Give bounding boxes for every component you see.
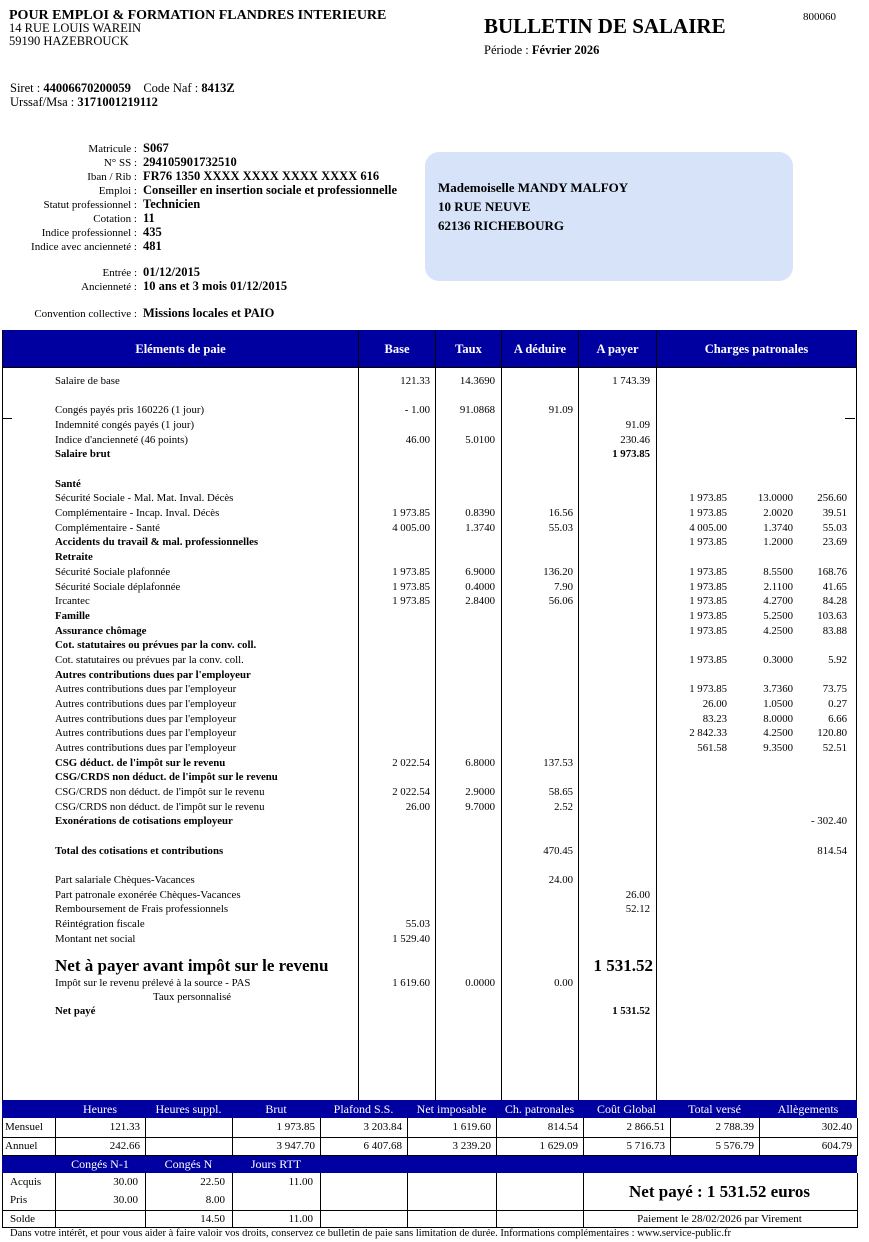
pay-line-ct: 3.7360 — [763, 683, 793, 695]
pay-line-deduire: 7.90 — [554, 581, 573, 593]
pay-line-deduire: 470.45 — [543, 845, 573, 857]
pay-line-taux: 91.0868 — [459, 404, 495, 416]
pay-line-ct: 5.2500 — [763, 610, 793, 622]
pay-line-base: 4 005.00 — [392, 522, 430, 534]
totals-header: Net imposable — [416, 1101, 487, 1116]
identity-value: 481 — [143, 239, 162, 253]
identity-label: Cotation : — [93, 213, 137, 225]
table-border-left — [2, 330, 3, 1100]
pay-line-cm: 52.51 — [822, 742, 847, 754]
pay-line-cb: 4 005.00 — [689, 522, 727, 534]
pay-line-cb: 1 973.85 — [689, 625, 727, 637]
totals-cell: 6 407.68 — [363, 1140, 402, 1152]
pay-line-cb: 1 973.85 — [689, 581, 727, 593]
identity-value: 11 — [143, 211, 155, 225]
identity-label: Emploi : — [98, 185, 137, 197]
pay-line-deduire: 16.56 — [548, 507, 573, 519]
recipient-address — [425, 152, 793, 281]
employer-address1: 14 RUE LOUIS WAREIN — [9, 21, 142, 35]
net-avant-impot-label: Net à payer avant impôt sur le revenu — [55, 956, 329, 975]
document-reference: 800060 — [803, 11, 836, 23]
pay-line-cm: 6.66 — [828, 713, 847, 725]
pas-label: Impôt sur le revenu prélevé à la source - PAS — [55, 977, 251, 989]
siret-label: Siret : — [10, 81, 41, 95]
pay-line-base: 46.00 — [405, 434, 430, 446]
pay-line-label: Congés payés pris 160226 (1 jour) — [55, 404, 205, 416]
pay-line-base: 1 973.85 — [392, 595, 430, 607]
pay-line-cb: 561.58 — [697, 742, 727, 754]
pay-line-payer: 91.09 — [625, 419, 650, 431]
pay-line-cb: 1 973.85 — [689, 610, 727, 622]
totals-header: Plafond S.S. — [333, 1101, 394, 1116]
grid-line — [407, 1173, 408, 1228]
totals-cell: 121.33 — [109, 1121, 140, 1133]
identity-label: Entrée : — [102, 267, 137, 279]
identity-label: Convention collective : — [34, 308, 137, 320]
pay-line-label: Exonérations de cotisations employeur — [55, 815, 233, 827]
pay-line-cm: 120.80 — [817, 727, 847, 739]
pay-line-taux: 0.4000 — [465, 581, 495, 593]
pay-line-cm: 168.76 — [817, 566, 847, 578]
table-border-right — [856, 330, 857, 1100]
conges-cell: 8.00 — [205, 1194, 225, 1206]
pay-line-ct: 9.3500 — [763, 742, 793, 754]
header-bottom-line — [2, 367, 857, 368]
identity-label: Indice avec ancienneté : — [31, 241, 137, 253]
naf-value: 8413Z — [201, 81, 235, 95]
pay-line-taux: 1.3740 — [465, 522, 495, 534]
pay-line-label: Cot. statutaires ou prévues par la conv. coll. — [55, 654, 244, 666]
totals-cell: 302.40 — [821, 1121, 852, 1133]
pay-line-payer: 52.12 — [625, 903, 650, 915]
pay-line-cb: 83.23 — [702, 713, 727, 725]
col-header-charges-patronales: Charges patronales — [704, 341, 809, 356]
pas-taux: 0.0000 — [465, 977, 495, 989]
pay-line-base: 26.00 — [405, 801, 430, 813]
pay-line-deduire: 136.20 — [543, 566, 573, 578]
pay-line-label: Ircantec — [55, 595, 90, 607]
recipient-city: 62136 RICHEBOURG — [438, 218, 565, 233]
conges-cell: 11.00 — [288, 1176, 313, 1188]
pay-line-base: 55.03 — [405, 918, 430, 930]
pay-line-label: Réintégration fiscale — [55, 918, 145, 930]
identity-value: 10 ans et 3 mois 01/12/2015 — [143, 279, 288, 293]
pay-line-cb: 1 973.85 — [689, 683, 727, 695]
conges-cell: 22.50 — [200, 1176, 225, 1188]
col-header-base: Base — [384, 341, 410, 356]
identity-label: Indice professionnel : — [41, 227, 137, 239]
pay-line-base: 1 529.40 — [392, 933, 430, 945]
pay-line-cm: 83.88 — [822, 625, 847, 637]
pay-line-taux: 0.8390 — [465, 507, 495, 519]
totals-row-label: Annuel — [5, 1140, 38, 1152]
pay-line-taux: 5.0100 — [465, 434, 495, 446]
pay-line-label: Indemnité congés payés (1 jour) — [55, 419, 195, 431]
totals-cell: 1 973.85 — [276, 1121, 315, 1133]
pay-line-taux: 2.8400 — [465, 595, 495, 607]
grid-line — [496, 1173, 497, 1228]
pay-line-label: Autres contributions dues par l'employeur — [55, 669, 251, 681]
net-paye-value: 1 531.52 — [612, 1005, 650, 1017]
totals-header: Coût Global — [597, 1101, 656, 1116]
periode-label: Période : — [484, 43, 529, 57]
page-title: BULLETIN DE SALAIRE — [484, 14, 726, 38]
siret-value: 44006670200059 — [43, 81, 131, 95]
totals-cell: 5 576.79 — [715, 1140, 754, 1152]
footer-note: Dans votre intérêt, et pour vous aider à faire valoir vos droits, conservez ce bulletin de paie sans limitation de durée. Informations complémentaires : www.service-public.fr — [10, 1228, 731, 1239]
pay-line-base: 2 022.54 — [392, 786, 430, 798]
totals-header: Total versé — [688, 1101, 741, 1116]
pay-line-label: Total des cotisations et contributions — [55, 845, 224, 857]
pay-line-cm: 55.03 — [822, 522, 847, 534]
pay-line-label: Cot. statutaires ou prévues par la conv. coll. — [55, 639, 257, 651]
employer-name: POUR EMPLOI & FORMATION FLANDRES INTERIEURE — [9, 8, 387, 23]
pay-line-cb: 1 973.85 — [689, 595, 727, 607]
pay-line-ct: 2.0020 — [763, 507, 793, 519]
pay-line-label: CSG/CRDS non déduct. de l'impôt sur le revenu — [55, 786, 265, 798]
pay-line-cb: 2 842.33 — [689, 727, 727, 739]
conges-header: Jours RTT — [250, 1157, 302, 1171]
pay-line-cm: 73.75 — [822, 683, 847, 695]
pay-line-ct: 1.3740 — [763, 522, 793, 534]
pay-line-payer: 1 743.39 — [612, 375, 650, 387]
net-paye-summary: Net payé : 1 531.52 euros — [629, 1181, 810, 1201]
pay-line-label: Autres contributions dues par l'employeur — [55, 683, 237, 695]
pay-line-label: Salaire de base — [55, 375, 120, 387]
pay-line-payer: 26.00 — [625, 889, 650, 901]
identity-label: N° SS : — [103, 157, 137, 169]
totals-cell: 242.66 — [109, 1140, 140, 1152]
pay-line-deduire: 2.52 — [554, 801, 573, 813]
conges-cell: 30.00 — [113, 1176, 138, 1188]
recipient-street: 10 RUE NEUVE — [438, 199, 531, 214]
pay-line-deduire: 137.53 — [543, 757, 573, 769]
conges-cell: 14.50 — [200, 1213, 225, 1225]
col-header-taux: Taux — [455, 341, 482, 356]
pay-line-ct: 4.2500 — [763, 625, 793, 637]
pay-line-base: - 1.00 — [404, 404, 430, 416]
totals-header: Heures suppl. — [155, 1101, 222, 1116]
identity-value: 294105901732510 — [143, 155, 237, 169]
pay-line-cm: 0.27 — [828, 698, 847, 710]
totals-cell: 604.79 — [821, 1140, 852, 1152]
pay-line-label: Montant net social — [55, 933, 136, 945]
conges-row-label: Acquis — [10, 1176, 42, 1188]
pay-line-label: CSG/CRDS non déduct. de l'impôt sur le revenu — [55, 771, 278, 783]
pay-line-base: 1 973.85 — [392, 581, 430, 593]
pay-line-label: Autres contributions dues par l'employeur — [55, 727, 237, 739]
identity-value: Technicien — [143, 197, 201, 211]
identity-label: Ancienneté : — [81, 281, 137, 293]
conges-row-label: Pris — [10, 1194, 28, 1206]
identity-value: 435 — [143, 225, 162, 239]
col-header-a-payer: A payer — [596, 341, 639, 356]
employer-address2: 59190 HAZEBROUCK — [9, 34, 129, 48]
pay-line-label: Assurance chômage — [55, 625, 147, 637]
pay-line-ct: 2.1100 — [763, 581, 793, 593]
pay-line-label: Sécurité Sociale déplafonnée — [55, 581, 181, 593]
pay-line-cb: 1 973.85 — [689, 566, 727, 578]
pay-line-deduire: 91.09 — [548, 404, 573, 416]
totals-header: Allègements — [777, 1101, 839, 1116]
pas-base: 1 619.60 — [392, 977, 430, 989]
pay-line-label: Santé — [55, 478, 81, 490]
pay-line-label: Autres contributions dues par l'employeur — [55, 698, 237, 710]
pay-line-cb: 1 973.85 — [689, 654, 727, 666]
grid-line — [857, 1118, 858, 1156]
col-header-a-deduire: A déduire — [513, 341, 567, 356]
grid-line — [320, 1173, 321, 1228]
pay-line-label: Sécurité Sociale - Mal. Mat. Inval. Décès — [55, 492, 234, 504]
pay-line-taux: 6.9000 — [465, 566, 495, 578]
pay-line-cm: - 302.40 — [811, 815, 847, 827]
pay-line-taux: 14.3690 — [459, 375, 495, 387]
net-paye-label: Net payé — [55, 1005, 96, 1017]
paiement-info: Paiement le 28/02/2026 par Virement — [637, 1213, 802, 1225]
identity-value: 01/12/2015 — [143, 265, 200, 279]
pay-line-ct: 8.5500 — [763, 566, 793, 578]
pay-line-label: Retraite — [55, 551, 93, 563]
totals-cell: 1 629.09 — [539, 1140, 578, 1152]
pay-line-cm: 256.60 — [817, 492, 847, 504]
urssaf-label: Urssaf/Msa : — [10, 95, 75, 109]
pay-line-ct: 1.0500 — [763, 698, 793, 710]
pay-line-label: CSG déduct. de l'impôt sur le revenu — [55, 757, 226, 769]
identity-value: FR76 1350 XXXX XXXX XXXX XXXX 616 — [143, 169, 380, 183]
identity-value: S067 — [143, 141, 169, 155]
pay-line-ct: 0.3000 — [763, 654, 793, 666]
pay-line-label: Autres contributions dues par l'employeur — [55, 742, 237, 754]
conges-header: Congés N-1 — [71, 1157, 129, 1171]
pay-line-cb: 1 973.85 — [689, 507, 727, 519]
pay-line-taux: 6.8000 — [465, 757, 495, 769]
identity-value: Conseiller en insertion sociale et professionnelle — [143, 183, 398, 197]
totals-cell: 2 866.51 — [626, 1121, 665, 1133]
pay-line-ct: 4.2700 — [763, 595, 793, 607]
pay-line-cm: 41.65 — [822, 581, 847, 593]
pay-line-cm: 84.28 — [822, 595, 847, 607]
totals-row-label: Mensuel — [5, 1121, 43, 1133]
periode-value: Février 2026 — [531, 43, 600, 57]
totals-cell: 5 716.73 — [626, 1140, 665, 1152]
pay-line-label: Accidents du travail & mal. professionnelles — [55, 536, 259, 548]
pay-line-payer: 230.46 — [620, 434, 650, 446]
pay-line-base: 2 022.54 — [392, 757, 430, 769]
conges-header: Congés N — [164, 1157, 213, 1171]
pay-line-ct: 1.2000 — [763, 536, 793, 548]
totals-cell: 3 239.20 — [452, 1140, 491, 1152]
pay-line-label: Autres contributions dues par l'employeur — [55, 713, 237, 725]
fold-mark-right — [845, 418, 855, 419]
pay-line-label: Remboursement de Frais professionnels — [55, 903, 229, 915]
pay-line-label: Sécurité Sociale plafonnée — [55, 566, 171, 578]
pay-line-cm: 39.51 — [822, 507, 847, 519]
pay-line-label: Complémentaire - Incap. Inval. Décès — [55, 507, 220, 519]
pay-line-label: Part salariale Chèques-Vacances — [55, 874, 195, 886]
pay-line-cm: 103.63 — [817, 610, 847, 622]
pay-line-deduire: 56.06 — [548, 595, 573, 607]
conges-row-label: Solde — [10, 1213, 36, 1225]
conges-cell: 11.00 — [288, 1213, 313, 1225]
totals-cell: 3 203.84 — [363, 1121, 402, 1133]
totals-header: Brut — [265, 1101, 287, 1116]
pay-line-label: Complémentaire - Santé — [55, 522, 160, 534]
identity-label: Iban / Rib : — [87, 171, 137, 183]
pay-line-base: 1 973.85 — [392, 566, 430, 578]
totals-cell: 814.54 — [547, 1121, 578, 1133]
identity-label: Statut professionnel : — [43, 199, 137, 211]
pay-line-taux: 2.9000 — [465, 786, 495, 798]
col-header-elements: Eléments de paie — [135, 341, 226, 356]
pay-line-ct: 13.0000 — [757, 492, 793, 504]
pay-line-ct: 8.0000 — [763, 713, 793, 725]
fold-mark-left — [2, 418, 12, 419]
pay-line-label: Famille — [55, 610, 90, 622]
pay-line-base: 1 973.85 — [392, 507, 430, 519]
totals-cell: 2 788.39 — [715, 1121, 754, 1133]
totals-header: Ch. patronales — [504, 1101, 575, 1116]
pay-line-deduire: 24.00 — [548, 874, 573, 886]
pay-line-label: Indice d'ancienneté (46 points) — [55, 434, 188, 446]
pay-line-ct: 4.2500 — [763, 727, 793, 739]
pay-line-cm: 5.92 — [828, 654, 847, 666]
pay-line-deduire: 58.65 — [548, 786, 573, 798]
pas-deduire: 0.00 — [554, 977, 573, 989]
identity-value: Missions locales et PAIO — [143, 306, 275, 320]
pay-line-base: 121.33 — [400, 375, 430, 387]
conges-cell: 30.00 — [113, 1194, 138, 1206]
pay-line-deduire: 55.03 — [548, 522, 573, 534]
pay-line-cb: 26.00 — [702, 698, 727, 710]
grid-line — [857, 1173, 858, 1228]
net-avant-impot-value: 1 531.52 — [593, 956, 653, 975]
pay-line-cm: 814.54 — [817, 845, 847, 857]
naf-label: Code Naf : — [143, 81, 199, 95]
recipient-name: Mademoiselle MANDY MALFOY — [438, 180, 629, 195]
pay-line-cb: 1 973.85 — [689, 536, 727, 548]
pay-line-cb: 1 973.85 — [689, 492, 727, 504]
totals-cell: 1 619.60 — [452, 1121, 491, 1133]
taux-personnalise-label: Taux personnalisé — [153, 991, 232, 1003]
pay-line-payer: 1 973.85 — [612, 448, 650, 460]
pay-line-cm: 23.69 — [822, 536, 847, 548]
totals-header: Heures — [83, 1101, 117, 1116]
grid-line — [2, 1173, 3, 1228]
urssaf-value: 3171001219112 — [77, 95, 158, 109]
pay-line-label: Salaire brut — [55, 448, 111, 460]
pay-line-label: Part patronale exonérée Chèques-Vacances — [55, 889, 241, 901]
pay-line-label: CSG/CRDS non déduct. de l'impôt sur le revenu — [55, 801, 265, 813]
totals-cell: 3 947.70 — [276, 1140, 315, 1152]
pay-line-taux: 9.7000 — [465, 801, 495, 813]
identity-label: Matricule : — [88, 143, 137, 155]
